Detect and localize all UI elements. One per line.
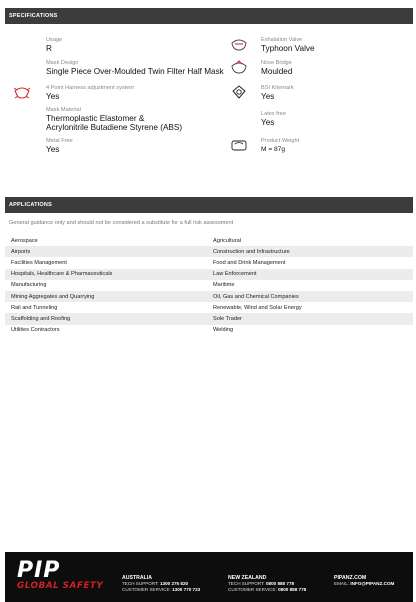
table-row bbox=[5, 302, 413, 313]
spec-product-weight bbox=[261, 138, 299, 154]
spec-label: Mask Material bbox=[46, 107, 81, 113]
spec-label: Product Weight bbox=[261, 138, 300, 144]
spec-harness bbox=[46, 85, 134, 101]
table-row bbox=[5, 246, 413, 257]
logo-wordmark: PIP bbox=[17, 558, 61, 583]
table-row bbox=[5, 313, 413, 324]
table-row bbox=[5, 257, 413, 268]
spec-value: Yes bbox=[46, 92, 60, 101]
table-cell: Aerospace bbox=[11, 237, 38, 244]
applications-note: General guidance only and should not be considered a substitute for a full risk assessment bbox=[9, 220, 234, 226]
spec-mask-material bbox=[46, 107, 182, 133]
customer-service-label: CUSTOMER SERVICE: bbox=[122, 587, 171, 592]
table-row bbox=[5, 280, 413, 291]
customer-service-label: CUSTOMER SERVICE: bbox=[228, 587, 277, 592]
spec-label: Exhalation Valve bbox=[261, 37, 303, 43]
harness-icon bbox=[13, 85, 31, 99]
table-cell: Welding bbox=[213, 327, 234, 334]
exhalation-valve-icon bbox=[230, 37, 248, 51]
spec-mask-design bbox=[46, 60, 224, 76]
spec-value: Yes bbox=[261, 92, 275, 101]
weight-scale-icon bbox=[230, 138, 248, 152]
table-cell: Utilities Contractors bbox=[11, 327, 60, 334]
applications-table bbox=[5, 235, 413, 336]
spec-value-continued: Acrylonitrile Butadiene Styrene (ABS) bbox=[46, 123, 183, 133]
table-row bbox=[5, 235, 413, 246]
applications-header: APPLICATIONS bbox=[5, 197, 413, 213]
footer-australia bbox=[122, 575, 200, 593]
spec-value: Yes bbox=[46, 145, 60, 154]
website-link[interactable]: PIPANZ.COM bbox=[334, 575, 367, 581]
spec-value: Moulded bbox=[261, 67, 293, 76]
footer-region-title: AUSTRALIA bbox=[122, 575, 152, 581]
table-row bbox=[5, 269, 413, 280]
footer-new-zealand bbox=[228, 575, 306, 593]
table-cell: Scaffolding and Roofing bbox=[11, 315, 71, 322]
email-link[interactable]: INFO@PIPANZ.COM bbox=[350, 581, 395, 586]
table-cell: Rail and Tunneling bbox=[11, 304, 58, 311]
spec-value: Thermoplastic Elastomer & bbox=[46, 114, 145, 123]
spec-value: R bbox=[46, 44, 52, 53]
spec-value: Single Piece Over-Moulded Twin Filter Half Mask bbox=[46, 67, 224, 76]
spec-value: Yes bbox=[261, 118, 275, 127]
spec-label: BSI Kitemark bbox=[261, 85, 294, 91]
table-cell: Law Enforcement bbox=[213, 271, 257, 278]
spec-metal-free bbox=[46, 138, 73, 154]
table-cell: Hospitals, Healthcare & Pharmaceuticals bbox=[11, 271, 113, 278]
table-cell: Manufacturing bbox=[11, 282, 47, 289]
kitemark-icon bbox=[230, 85, 248, 99]
tech-support-label: TECH SUPPORT: bbox=[122, 581, 159, 586]
spec-nose-bridge bbox=[261, 60, 292, 76]
table-cell: Mining Aggregates and Quarrying bbox=[11, 293, 95, 300]
tech-support-label: TECH SUPPORT: bbox=[228, 581, 265, 586]
spec-bsi-kitemark bbox=[261, 85, 294, 101]
logo-tagline: GLOBAL SAFETY bbox=[17, 581, 104, 591]
footer bbox=[5, 552, 413, 602]
tech-support-number[interactable]: 0800 888 778 bbox=[265, 581, 295, 586]
spec-label: Metal Free bbox=[46, 138, 73, 144]
nose-bridge-icon bbox=[230, 60, 248, 74]
spec-label: 4 Point Harness adjustment system bbox=[46, 85, 134, 91]
table-cell: Oil, Gas and Chemical Companies bbox=[213, 293, 299, 300]
table-cell: Food and Drink Management bbox=[213, 259, 286, 266]
customer-service-number[interactable]: 1300 770 723 bbox=[172, 587, 201, 592]
pip-logo bbox=[17, 558, 104, 591]
spec-label: Usage bbox=[46, 37, 63, 43]
spec-label: Nose Bridge bbox=[261, 60, 292, 66]
spec-label: Latex free bbox=[261, 111, 286, 117]
table-cell: Maritime bbox=[213, 282, 235, 289]
tech-support-number[interactable]: 1300 275 820 bbox=[159, 581, 189, 586]
table-cell: Agricultural bbox=[213, 237, 241, 244]
spec-value: Typhoon Valve bbox=[261, 44, 315, 53]
table-row bbox=[5, 291, 413, 302]
table-cell: Sole Trader bbox=[213, 315, 242, 322]
footer-region-title: NEW ZEALAND bbox=[228, 575, 267, 581]
email-label: EMAIL: bbox=[334, 581, 350, 586]
specifications-header: SPECIFICATIONS bbox=[5, 8, 413, 24]
table-cell: Airports bbox=[11, 248, 31, 255]
spec-value: M = 87g bbox=[261, 146, 286, 153]
spec-exhalation-valve bbox=[261, 37, 315, 53]
table-cell: Facilities Management bbox=[11, 259, 67, 266]
spec-usage bbox=[46, 37, 62, 53]
customer-service-number[interactable]: 0800 888 778 bbox=[278, 587, 307, 592]
table-row bbox=[5, 325, 413, 336]
spec-latex-free bbox=[261, 111, 286, 127]
table-cell: Renewable, Wind and Solar Energy bbox=[213, 304, 302, 311]
table-cell: Construction and Infrastructure bbox=[213, 248, 290, 255]
spec-label: Mask Design bbox=[46, 60, 79, 66]
footer-web bbox=[334, 575, 394, 587]
